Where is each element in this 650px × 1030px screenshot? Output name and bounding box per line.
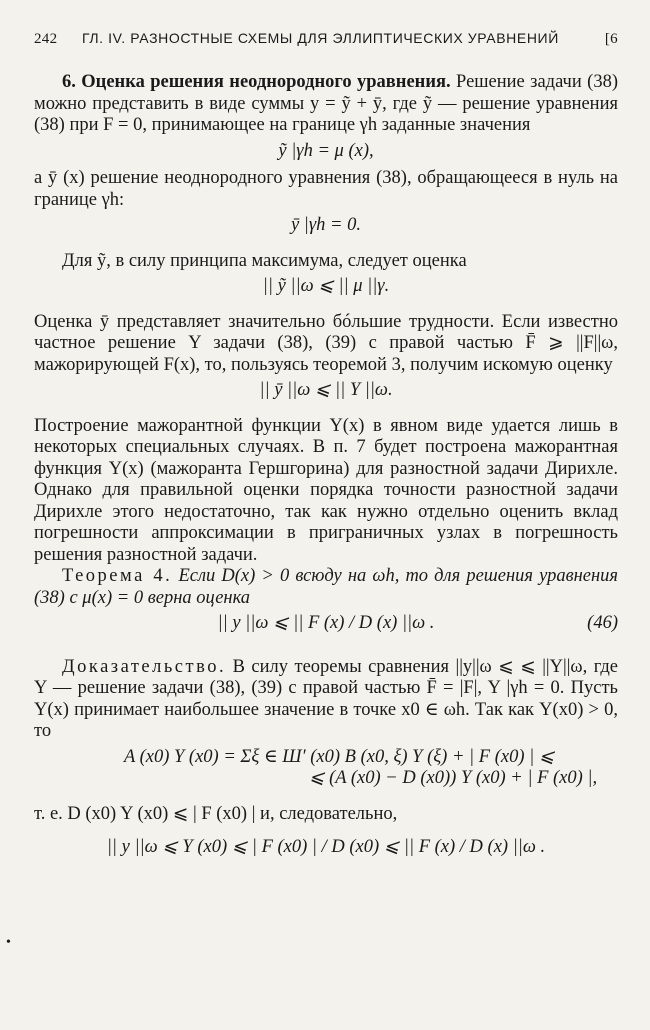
proof-label: Доказательство. — [62, 656, 227, 677]
equation-final-estimate: || y ||ω ⩽ Y (x0) ⩽ | F (x0) | / D (x0) ⩽ || F (x) / D (x) ||ω . — [106, 837, 546, 857]
section-paragraph-4: Оценка ȳ представляет значительно бóльшие трудности. Если известно частное решение Y задачи (38), (39) с правой частью F̄ ⩾ ||F||ω, мажорирующей F(x), то, пользуясь теоремой 3, получим искомую оценку — [34, 311, 618, 375]
section-heading: 6. Оценка решения неоднородного уравнения. — [62, 72, 451, 92]
theorem-paragraph — [34, 566, 618, 609]
section-text-1: Решение задачи (38) можно представить в виде суммы y = ỹ + ȳ, где ỹ — решение уравнения (38) при F = 0, принимающее на границе γh заданные значения — [34, 72, 618, 135]
equation-boundary-values: ỹ |γh = μ (x), — [278, 140, 374, 161]
section-paragraph-2: а ȳ (x) решение неоднородного уравнения (38), обращающееся в нуль на границе γh: — [34, 168, 618, 210]
running-header — [34, 30, 618, 48]
equation-sum-line-2: ⩽ (A (x0) − D (x0)) Y (x0) + | F (x0) |, — [309, 768, 598, 788]
theorem-label: Теорема 4. — [62, 566, 173, 586]
equation-zero-boundary: ȳ |γh = 0. — [290, 215, 362, 235]
equation-sum — [34, 747, 618, 790]
proof-text-1: В силу теоремы сравнения ||y||ω ⩽ ⩽ ||Y||ω, где Y — решение задачи (38), (39) с правой частью F̄ = |F|, Y |γh = 0. Пусть Y(x) принимает наибольшее значение в точке x0 ∈ ωh. Так как Y(x0) > 0, то — [34, 656, 618, 741]
equation-sum-line-1: A (x0) Y (x0) = Σξ ∈ Ш′ (x0) B (x0, ξ) Y (ξ) + | F (x0) | ⩽ — [124, 746, 555, 767]
equation-46 — [34, 613, 618, 635]
equation-46-body: || y ||ω ⩽ || F (x) / D (x) ||ω . — [217, 613, 435, 633]
page-number: 242 — [34, 31, 58, 47]
equation-max-principle: || ỹ ||ω ⩽ || μ ||γ. — [262, 276, 390, 296]
running-title: ГЛ. IV. РАЗНОСТНЫЕ СХЕМЫ ДЛЯ ЭЛЛИПТИЧЕСКИХ УРАВНЕНИЙ — [82, 30, 559, 46]
margin-dot: • — [6, 935, 11, 950]
section-paragraph-1 — [34, 72, 618, 137]
section-paragraph-3: Для ỹ, в силу принципа максимума, следует оценка — [62, 250, 467, 271]
equation-number: (46) — [587, 613, 618, 633]
proof-paragraph-2: т. е. D (x0) Y (x0) ⩽ | F (x0) | и, следовательно, — [34, 803, 398, 824]
proof-paragraph-1 — [34, 657, 618, 743]
theorem-text: Если D(x) > 0 всюду на ωh, то для решения уравнения (38) с μ(x) = 0 верна оценка — [34, 566, 619, 608]
section-mark: [6 — [604, 31, 618, 47]
equation-majorant-estimate: || ȳ ||ω ⩽ || Y ||ω. — [259, 380, 393, 400]
section-paragraph-5: Построение мажорантной функции Y(x) в явном виде удается лишь в некоторых специальных случаях. В п. 7 будет построена мажорантная функция Y(x) (мажоранта Гершгорина) для разностной задачи Дирихле. Однако для правильной оценки порядка точности разностной задачи Дирихле этого недостаточно, так как нужно отдельно оценить вклад погрешности аппроксимации в приграничных узлах в погрешность решения разностной задачи. — [34, 415, 618, 565]
